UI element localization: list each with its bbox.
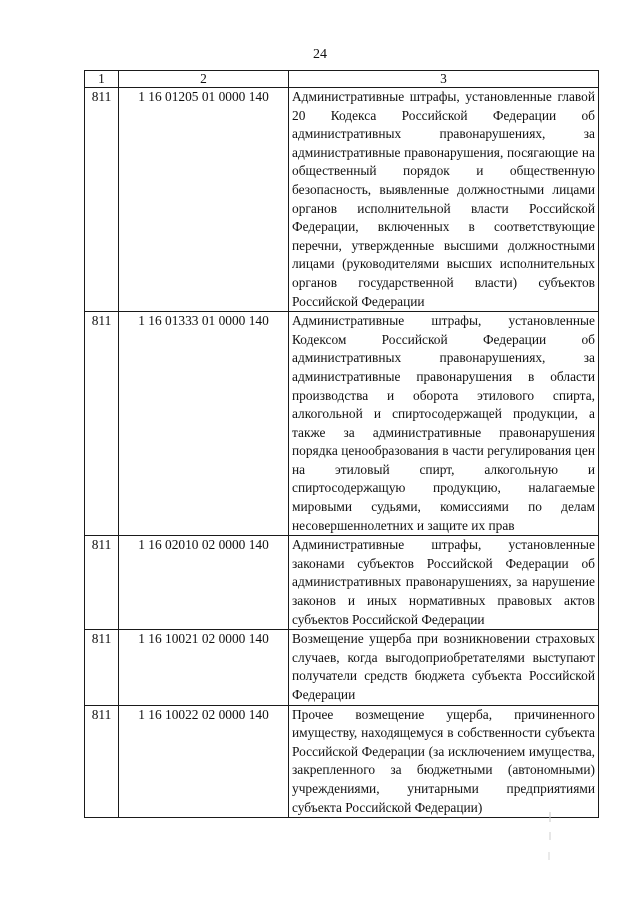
admin-code-cell: 811: [85, 630, 119, 705]
budget-code-cell: 1 16 10021 02 0000 140: [119, 630, 289, 705]
table-row: [85, 88, 599, 312]
table-row: [85, 536, 599, 630]
page-number: 24: [313, 47, 327, 62]
admin-code-cell: 811: [85, 536, 119, 630]
table-row: [85, 630, 599, 705]
budget-code-cell: 1 16 02010 02 0000 140: [119, 536, 289, 630]
table-row: [85, 705, 599, 818]
header-column-1: 1: [85, 71, 119, 88]
admin-code-cell: 811: [85, 88, 119, 312]
budget-code-cell: 1 16 01205 01 0000 140: [119, 88, 289, 312]
admin-code-cell: 811: [85, 312, 119, 536]
header-column-3: 3: [289, 71, 599, 88]
description-cell: Административные штрафы, установленные законами субъектов Российской Федерации об административных правонарушениях, за нарушение законов и иных нормативных правовых актов субъектов Российской Федерации: [289, 536, 599, 630]
budget-code-cell: 1 16 10022 02 0000 140: [119, 705, 289, 818]
description-cell: Прочее возмещение ущерба, причиненного имуществу, находящемуся в собственности субъекта Российской Федерации (за исключением имущества, закрепленного за бюджетными (автономными) учреждениями, унитарными предприятиями субъекта Российской Федерации): [289, 705, 599, 818]
admin-code-cell: 811: [85, 705, 119, 818]
table-row: [85, 312, 599, 536]
header-column-2: 2: [119, 71, 289, 88]
scan-artifact-marks: [540, 810, 560, 870]
description-cell: Возмещение ущерба при возникновении страховых случаев, когда выгодоприобретателями выступают получатели средств бюджета субъекта Российской Федерации: [289, 630, 599, 705]
revenue-codes-table: [84, 70, 599, 818]
description-cell: Административные штрафы, установленные Кодексом Российской Федерации об административных правонарушениях, за административные правонарушения в области производства и оборота этилового спирта, алкогольной и спиртосодержащей продукции, а также за административные правонарушения порядка ценообразования в части регулирования цен на этиловый спирт, алкогольную и спиртосодержащую продукцию, налагаемые мировыми судьями, комиссиями по делам несовершеннолетних и защите их прав: [289, 312, 599, 536]
budget-code-cell: 1 16 01333 01 0000 140: [119, 312, 289, 536]
table-header-row: [85, 71, 599, 88]
description-cell: Административные штрафы, установленные главой 20 Кодекса Российской Федерации об административных правонарушениях, за административные правонарушения, посягающие на общественный порядок и общественную безопасность, выявленные должностными лицами органов исполнительной власти Российской Федерации, включенных в соответствующие перечни, утвержденные высшими должностными лицами (руководителями высших исполнительных органов государственной власти) субъектов Российской Федерации: [289, 88, 599, 312]
